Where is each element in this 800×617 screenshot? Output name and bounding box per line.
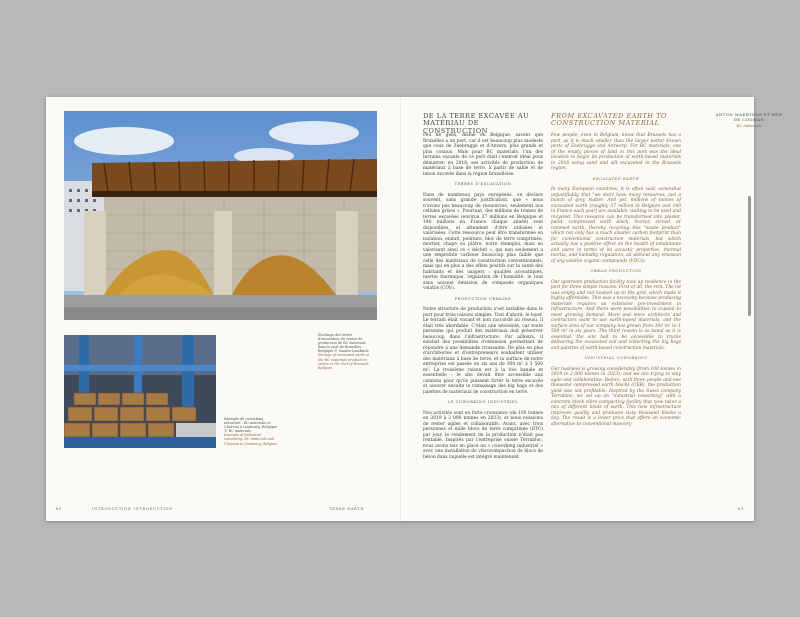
fr-paragraph-4: Nos activités sont en forte croissance (de 100 tonnes en 2019 à 2 000 tonnes en 2023), et nous essayons de rester agiles et collaboratifs. Avant, avec trois personnes et mille blocs de terre comprimée (BTC) par jour, le rendement de la production n'était pas rentable. Inspirés par l'entreprise suisse Terrabloc, nous avons mis en place un « coworking industriel » avec une installation de vibrocompaction de blocs de béton dans laquelle est intégré maintenant [423,410,543,460]
caption-industrial-coworking-fr: Exemple de coworking industriel : BC materials et Chaveau à Limbourg, Belgique © BC materials [224,417,278,434]
en-subheading-1: EXCAVATED EARTH [592,176,640,181]
page-number-left: 60 [56,507,62,511]
book-spread [46,97,783,521]
authors-names: ANTON MAERTENS ET BEN DE COOMAN [715,112,783,122]
fr-paragraph-1: Peu de gens, même en Belgique, savent que Bruxelles a un port, car il est beaucoup plus modeste que ceux de Zeebrugge et d'Anvers, plus grands et plus connus. Mais pour BC materials, l'un des terrains vacants de ce port était l'endroit idéal pour démarrer, en 2018, ses activités de production de matériaux à base de terre, à partir de sable et de limon excavés dans la région bruxelloise. [423,133,543,177]
photo-earth-storage-image [64,111,377,320]
column-english [551,133,681,431]
authors-affiliation: BC materials [736,123,762,129]
heading-fr: DE LA TERRE EXCAVÉE AU MATÉRIAU DE CONSTRUCTION [423,112,530,135]
running-head-right: TERRE EARTH [329,507,365,511]
en-paragraph-4: Our business is growing considerably (from 100 tonnes in 2019 to 2,000 tonnes in 2023), and we are trying to stay agile and collaborative. Before, with three people and one thousand compressed earth blocks (CEB), the production yield was not profitable. Inspired by the Swiss company Terrabloc, we set up an "industrial coworking" with a concrete block vibro-compacting facility that now takes a mix of different kinds of earth. This new infrastructure improves quality and produces sixty thousand blocks a day. The result is a lower price that offers an economic alternative to conventional masonry [551,366,681,427]
heading-en: FROM EXCAVATED EARTH TO CONSTRUCTION MATERIAL [551,112,667,128]
photo-industrial-coworking-image [64,335,216,448]
en-paragraph-1: Few people, even in Belgium, know that Brussels has a port, as it is much smaller than the larger better known ports of Zeebrugge and Antwerp. For BC materials, one of the empty pieces of land in this port was the ideal location to begin its production of earth-based materials in 2018 using sand and silt excavated in the Brussels region. [551,133,681,171]
en-paragraph-2: In many European countries, it is often said, somewhat unjustifiably, that "we don't have many resources, just a bunch of grey matter. And yet, millions of tonnes of excavated earth (roughly 37 million in Belgium and 140 in France each year) are available, waiting to be used and recycled. This resource can be transformed into plaster, paint, compressed earth block, mortar, screed, or rammed earth, thereby recycling this "waste product" which not only has a much smaller carbon footprint than for conventional construction materials, but which actually has a positive effect on the health of inhabitants and users in terms of its acoustic properties, thermal inertia, and humidity regulation, all without any emission of any volatile organic compounds (VOCs). [551,187,681,264]
page-number-right: 61 [738,507,744,511]
photo-industrial-coworking [64,335,216,448]
caption-earth-storage-fr: Stockage des terres d'excavation du centre de production de BC materials dans le port de Bruxelles, Belgique © Sander Lambrich [318,333,369,354]
en-subheading-2: URBAN PRODUCTION [590,269,642,273]
gutter [400,97,401,521]
fr-subheading-2: PRODUCTION URBAINE [454,296,512,301]
fr-subheading-3: LE COWORKING INDUSTRIEL [447,400,519,404]
en-subheading-3: INDUSTRIAL COWORKING [584,356,648,360]
column-french [423,133,543,464]
scrollbar-thumb[interactable] [748,196,751,316]
fr-paragraph-3: Notre structure de production s'est installée dans le port pour trois raisons simples. Tout d'abord, le loyer. Le terrain était vacant et non raccordé au réseau, il était très abordable. C'était une nécessité, car toute personne qui produit des matériaux doit préserver beaucoup dans l'infrastructure. Par ailleurs, il existait des possibilités d'extension permettant de répondre à une demande croissante. De plus en plus d'architectes et d'entrepreneurs souhaitent utiliser des matériaux à base de terre, et la surface de notre entreprise est passée en six ans de 300 m² à 1 500 m². La troisième raison est à la fois banale et essentielle : le site devait être accessible aux camions pour qu'ils puissent livrer la terre excavée et assurer ensuite le ramassage des big bags et des palettes de matériaux de construction en terre. [423,307,543,395]
fr-paragraph-2: Dans de nombreux pays européens, on déclare souvent, sans grande justification, que « nous n'avons pas beaucoup de ressources, seulement nos cellules grises ». Pourtant, des millions de tonnes de terres excavées (environ 37 millions en Belgique et 140 millions en France chaque année) sont disponibles, et attendent d'être utilisées et valorisées. Cette ressource peut être transformée en isolation, enduit, peinture, bloc de terre comprimée, mortier, chape ou plâtre, notre réemploi, mais en valorisant ainsi ce « déchet », qui non seulement a une empreinte carbone beaucoup plus faible que celle des matériaux de construction conventionnels, mais qui en plus a des effets positifs sur la santé des habitants et des usagers : qualités acoustiques, inertie thermique, régulation de l'humidité, le tout sans aucune émission de composés organiques volatils (COV). [423,192,543,291]
caption-earth-storage [318,333,374,370]
en-paragraph-3: Our upstream production facility took up residence in the port for three simple reasons. First of all, the rent. The lot was empty and not hooked up to the grid, which made it highly affordable. This was a necessity because producing materials requires an extensive pre-investment in infrastructure. And there were possibilities to expand to meet growing demand. More and more architects and contractors want to use earth-based materials, and the surface area of our company has grown from 300 m² to 1 500 m² in six years. The third reason is as banal as it is essential: the site had to be accessible to trucks delivering the excavated soil and collecting the big bags and palettes of earth-based construction materials. [551,279,681,351]
photo-earth-storage [64,111,377,320]
fr-subheading-1: TERRES D'EXCAVATION [454,182,512,186]
caption-earth-storage-en: Storage of excavated earth at the BC materials production centre in the Port of Brussels, Belgium [318,353,370,370]
running-head-left: INTRODUCTION INTRODUCTION [92,507,174,511]
authors [714,113,784,129]
caption-industrial-coworking [224,417,280,446]
caption-industrial-coworking-en: Example of industrial coworking: BC materials and Chaveau in Limbourg, Belgium [224,433,278,446]
